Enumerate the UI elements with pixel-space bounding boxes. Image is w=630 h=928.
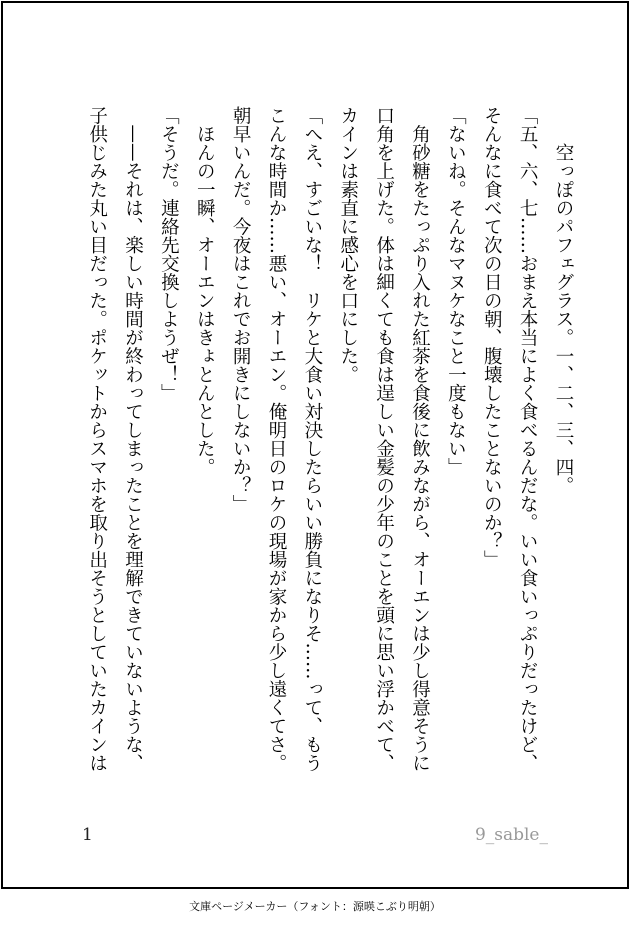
- text-line: そんなに食べて次の日の朝、腹壊したことないのか？」: [481, 106, 503, 569]
- text-line: ほんの一瞬、オーエンはきょとんとした。: [194, 106, 216, 476]
- text-line: ——それは、楽しい時間が終わってしまったことを理解できていないような、: [122, 106, 144, 772]
- text-line: こんな時間か……悪い、オーエン。俺明日のロケの現場が家から少し遠くてさ。: [266, 106, 287, 772]
- text-line: カインは素直に感心を口にした。: [337, 106, 359, 384]
- text-line: 空っぽのパフェグラス。一、二、三、四。: [553, 106, 574, 495]
- page-number: 1: [82, 825, 93, 845]
- text-line: 「五、六、七……おまえ本当によく食べるんだな。いい食いっぷりだったけど、: [517, 106, 539, 772]
- text-line: 角砂糖をたっぷり入れた紅茶を食後に飲みながら、オーエンは少し得意そうに: [409, 106, 431, 772]
- body-text: [81, 106, 581, 826]
- text-line: 「へえ、すごいな！ リケと大食い対決したらいい勝負になりそ……って、もう: [301, 106, 323, 772]
- page-frame: [1, 1, 629, 889]
- text-line: 「ないね。そんなマヌケなこと一度もない」: [445, 106, 467, 476]
- footer-credit: 文庫ページメーカー（フォント：源暎こぶり明朝）: [189, 900, 441, 913]
- text-line: 子供じみた丸い目だった。ポケットからスマホを取り出そうとしていたカインは: [86, 106, 108, 772]
- text-line: 朝早いんだ。今夜はこれでお開きにしないか？」: [230, 106, 252, 513]
- text-line: 口角を上げた。体は細くても食は逞しい金髪の少年のことを頭に思い浮かべて、: [373, 106, 395, 772]
- text-line: 「そうだ。連絡先交換しようぜ！」: [158, 106, 180, 402]
- author-name: 9_sable_: [474, 825, 548, 845]
